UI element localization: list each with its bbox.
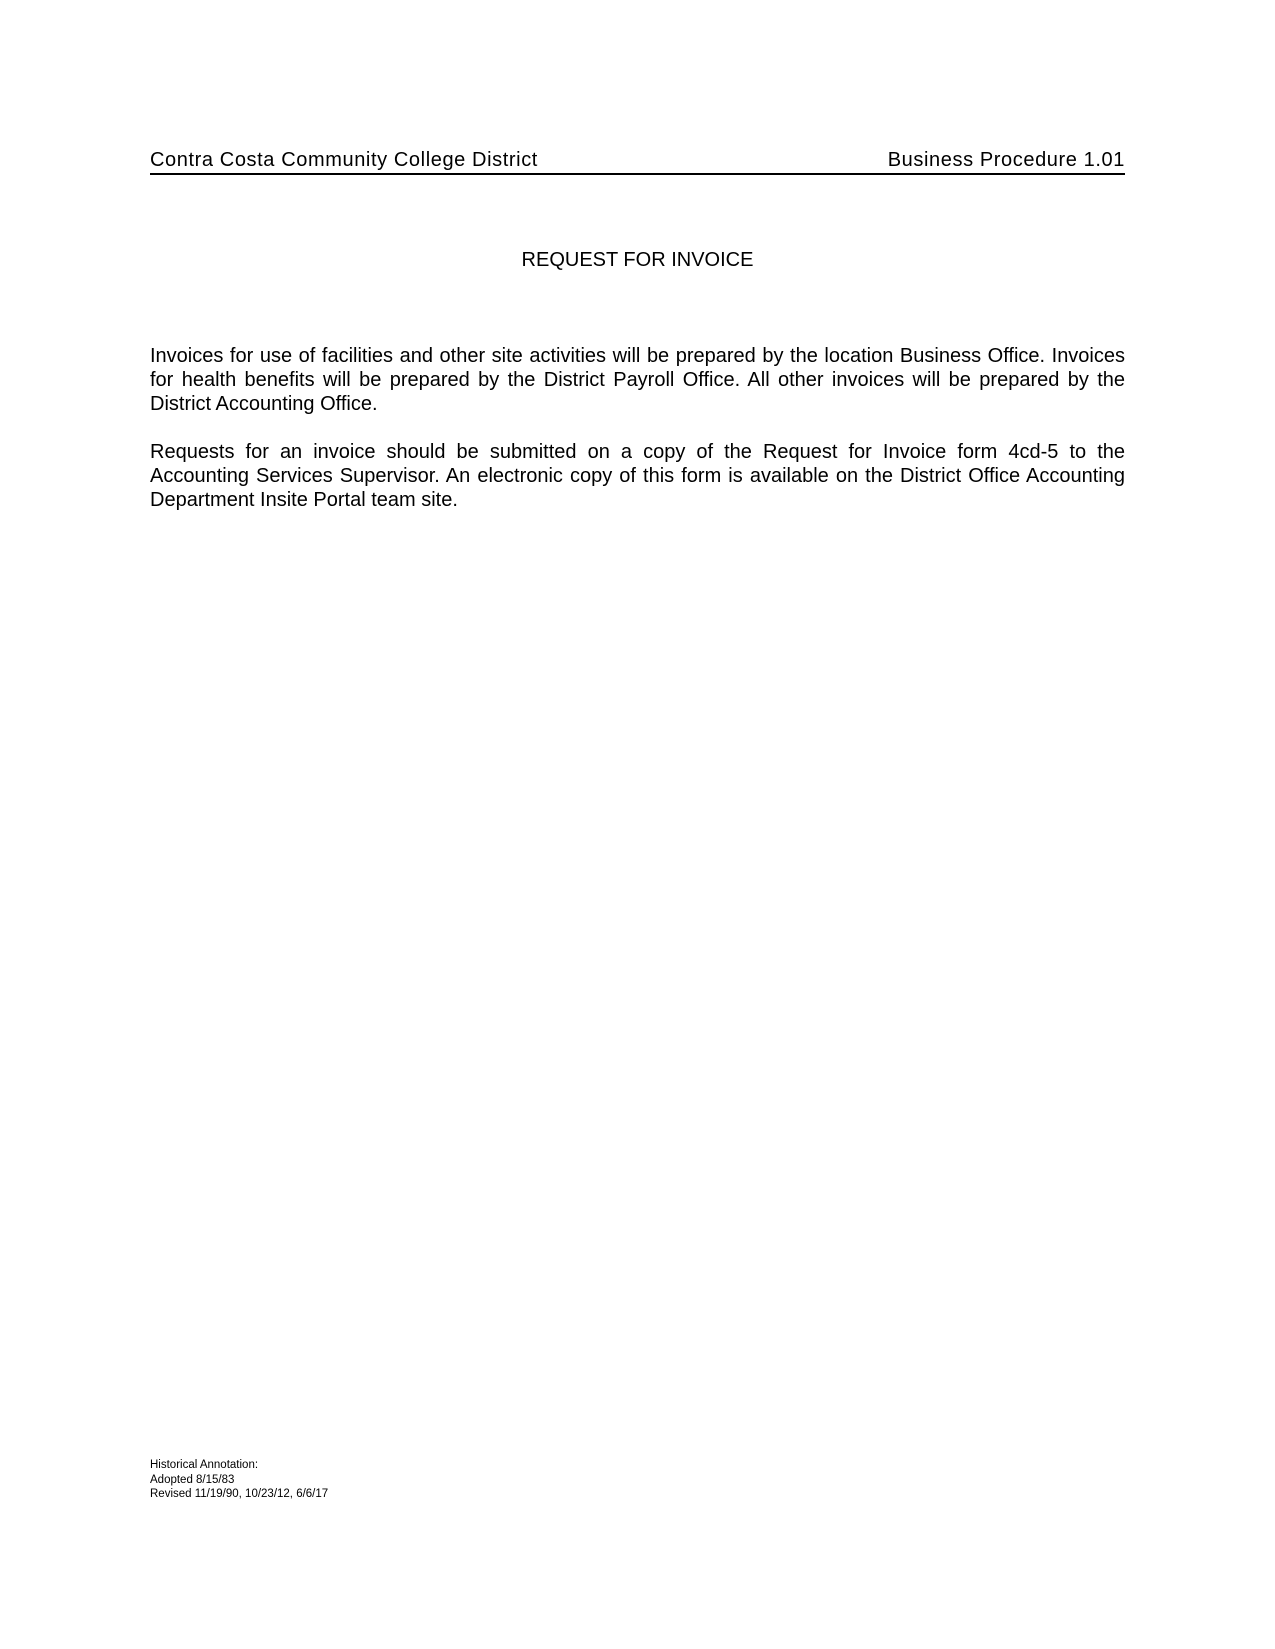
body-paragraph: Invoices for use of facilities and other site activities will be prepared by the location Business Office. Invoices for health benefits will be prepared by the District Payroll Office. All other invoices will be prepared by the District Accounting Office. xyxy=(150,345,1125,415)
historical-annotation xyxy=(150,1458,328,1502)
procedure-number: Business Procedure 1.01 xyxy=(887,149,1125,171)
annotation-revised: Revised 11/19/90, 10/23/12, 6/6/17 xyxy=(150,1488,329,1500)
document-title: REQUEST FOR INVOICE xyxy=(521,249,754,271)
organization-name: Contra Costa Community College District xyxy=(150,149,538,171)
body-paragraph: Requests for an invoice should be submitted on a copy of the Request for Invoice form 4cd-5 to the Accounting Services Supervisor. An electronic copy of this form is available on the District Office Accounting Department Insite Portal team site. xyxy=(150,441,1125,511)
annotation-heading: Historical Annotation: xyxy=(150,1459,259,1471)
page-header xyxy=(150,148,1125,175)
annotation-adopted: Adopted 8/15/83 xyxy=(150,1473,235,1486)
